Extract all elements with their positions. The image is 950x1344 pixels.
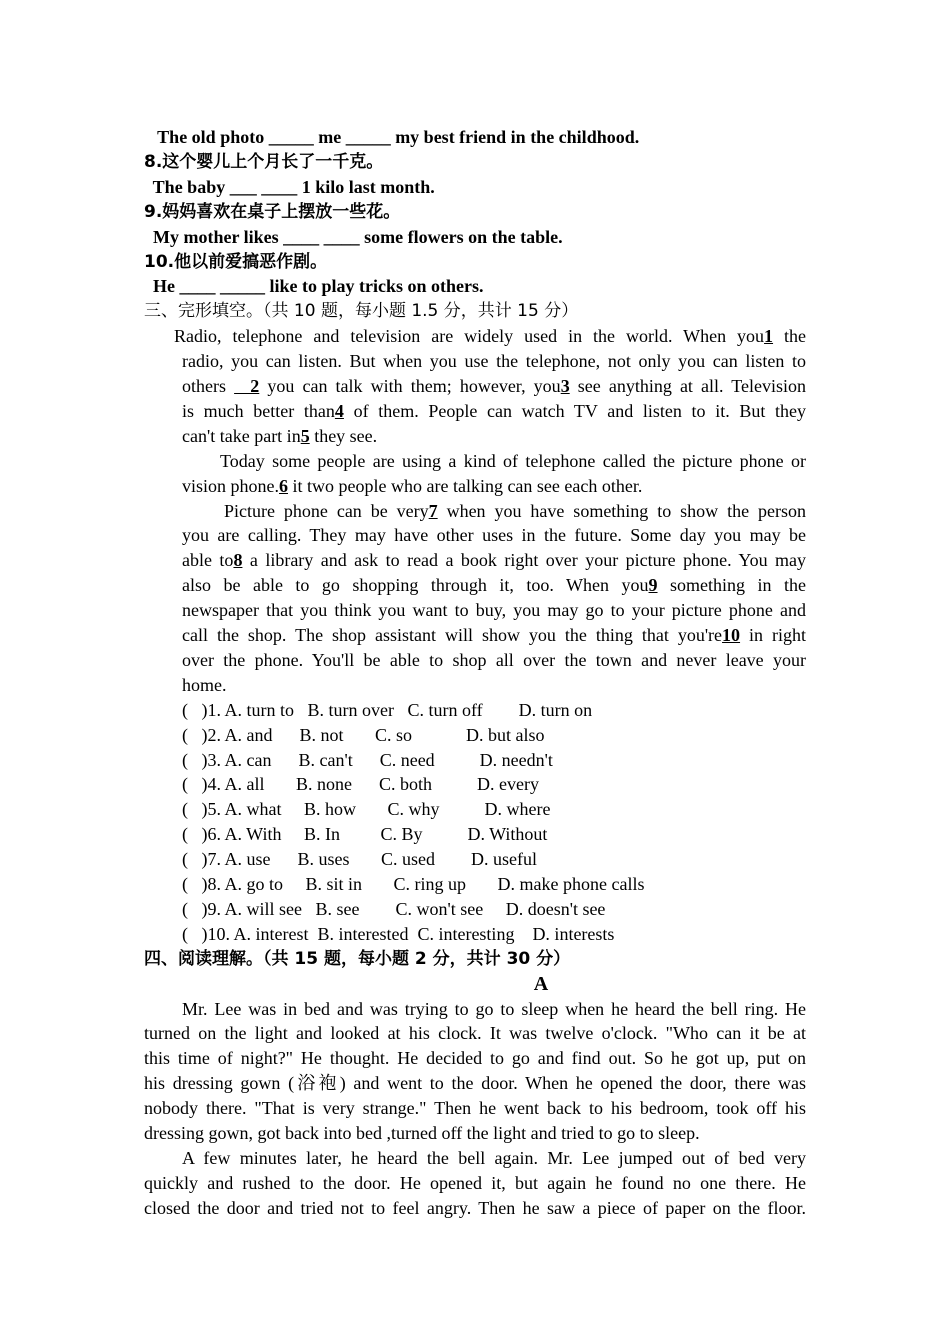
blank-number: 4 [334,400,344,421]
reading-line: Mr. Lee was in bed and was trying to go to sleep when he heard the bell ring. He [182,998,806,1019]
reading-line: turned on the light and looked at his clock. It was twelve o'clock. "Who can it be at [144,1023,806,1044]
passage-text: Picture phone can be very [224,500,429,521]
passage-text: over the phone. You'll be able to shop all over the town and never leave your [182,649,806,670]
passage-text: also be able to go shopping through it, too. When you [182,575,649,596]
cloze-line [182,474,806,499]
passage-text: call the shop. The shop assistant will show you the thing that you're [182,625,723,645]
section-heading: 三、完形填空。（共 10 题，每小题 1.5 分，共计 15 分） [144,301,579,322]
passage-text: others [182,376,235,396]
passage-text: you can talk with them; however, you [259,376,561,396]
passage-text: something in the [657,575,806,596]
passage-letter: A [533,972,549,995]
exercise-line: The old photo _____ me _____ my best friend in the childhood. [144,127,640,147]
exercise-line: 8.这个婴儿上个月长了一千克。 [144,151,384,172]
reading-line: this time of night?" He thought. He decided to go and find out. So he got up, put on [144,1048,806,1069]
cloze-line [182,374,806,399]
exercise-line: 9.妈妈喜欢在桌子上摆放一些花。 [144,201,401,222]
option-line: ( )7. A. use B. uses C. used D. useful [182,849,537,870]
blank-number: 9 [648,575,658,596]
exercise-line: My mother likes ____ ____ some flowers on the table. [144,226,563,247]
exercise-line: The baby ___ ____ 1 kilo last month. [144,176,435,197]
reading-line: his dressing gown (浴袍) and went to the door. When he opened the door, there was [144,1073,806,1094]
passage-text: a library and ask to read a book right over your picture phone. You may [242,550,807,571]
passage-text: home. [182,674,227,695]
passage-text: Radio, telephone and television are widely used in the world. When you [174,326,765,347]
reading-line: nobody there. "That is very strange." Then he went back to his bedroom, took off his [144,1098,806,1119]
section-heading: 四、阅读理解。（共 15 题，每小题 2 分，共计 30 分） [144,948,571,969]
cloze-line [182,573,806,598]
passage-text: vision phone. [182,475,279,496]
cloze-line [182,623,806,648]
passage-text: see anything at all. Television [569,376,807,396]
option-line: ( )3. A. can B. can't C. need D. needn't [182,749,553,770]
option-line: ( )1. A. turn to B. turn over C. turn off D. turn on [182,699,593,720]
reading-line: closed the door and tried not to feel angry. Then he saw a piece of paper on the floor. [144,1197,806,1218]
passage-text: when you have something to show the person [437,500,806,521]
cloze-line [182,548,806,573]
passage-text: is much better than [182,400,335,421]
exercise-line: He ____ _____ like to play tricks on others. [144,276,484,297]
passage-text: in right [740,625,806,645]
cloze-line [182,349,806,374]
reading-line: dressing gown, got back into bed ,turned off the light and tried to go to sleep. [144,1123,700,1143]
cloze-line [182,399,806,424]
passage-text: the [773,326,806,347]
option-line: ( )2. A. and B. not C. so D. but also [182,724,545,745]
passage-text: radio, you can listen. But when you use the telephone, not only you can listen to [182,351,806,372]
blank-number: 2 [234,376,260,396]
passage-text: can't take part in [182,425,301,446]
passage-text: able to [182,550,234,571]
passage-text: Today some people are using a kind of telephone called the picture phone or [220,450,806,471]
option-line: ( )4. A. all B. none C. both D. every [182,774,539,795]
blank-number: 1 [764,326,774,347]
reading-line: A few minutes later, he heard the bell again. Mr. Lee jumped out of bed very [182,1147,806,1168]
cloze-line [224,499,806,524]
passage-text: of them. People can watch TV and listen to it. But they [343,400,806,421]
option-line: ( )10. A. interest B. interested C. interesting D. interests [182,923,615,944]
cloze-line [182,424,806,449]
cloze-line [220,449,806,474]
option-line: ( )5. A. what B. how C. why D. where [182,799,551,820]
blank-number: 8 [233,550,243,571]
cloze-line [182,598,806,623]
reading-line: quickly and rushed to the door. He opened it, but again he found no one there. He [144,1172,806,1193]
passage-text: you are calling. They may have other uses in the future. Some day you may be [182,525,806,546]
exercise-line: 10.他以前爱搞恶作剧。 [144,251,328,272]
blank-number: 6 [279,475,288,496]
blank-number: 7 [428,500,438,521]
blank-number: 5 [300,425,310,446]
cloze-line [182,673,806,698]
passage-text: they see. [309,425,378,446]
cloze-line [182,523,806,548]
cloze-line [182,648,806,673]
passage-text: it two people who are talking can see each other. [288,475,643,496]
blank-number: 3 [560,376,570,396]
cloze-line [174,324,806,349]
passage-text: newspaper that you think you want to buy, you may go to your picture phone and [182,600,806,621]
option-line: ( )9. A. will see B. see C. won't see D. doesn't see [182,898,606,919]
option-line: ( )8. A. go to B. sit in C. ring up D. make phone calls [182,874,645,894]
blank-number: 10 [722,625,741,645]
option-line: ( )6. A. With B. In C. By D. Without [182,824,548,845]
